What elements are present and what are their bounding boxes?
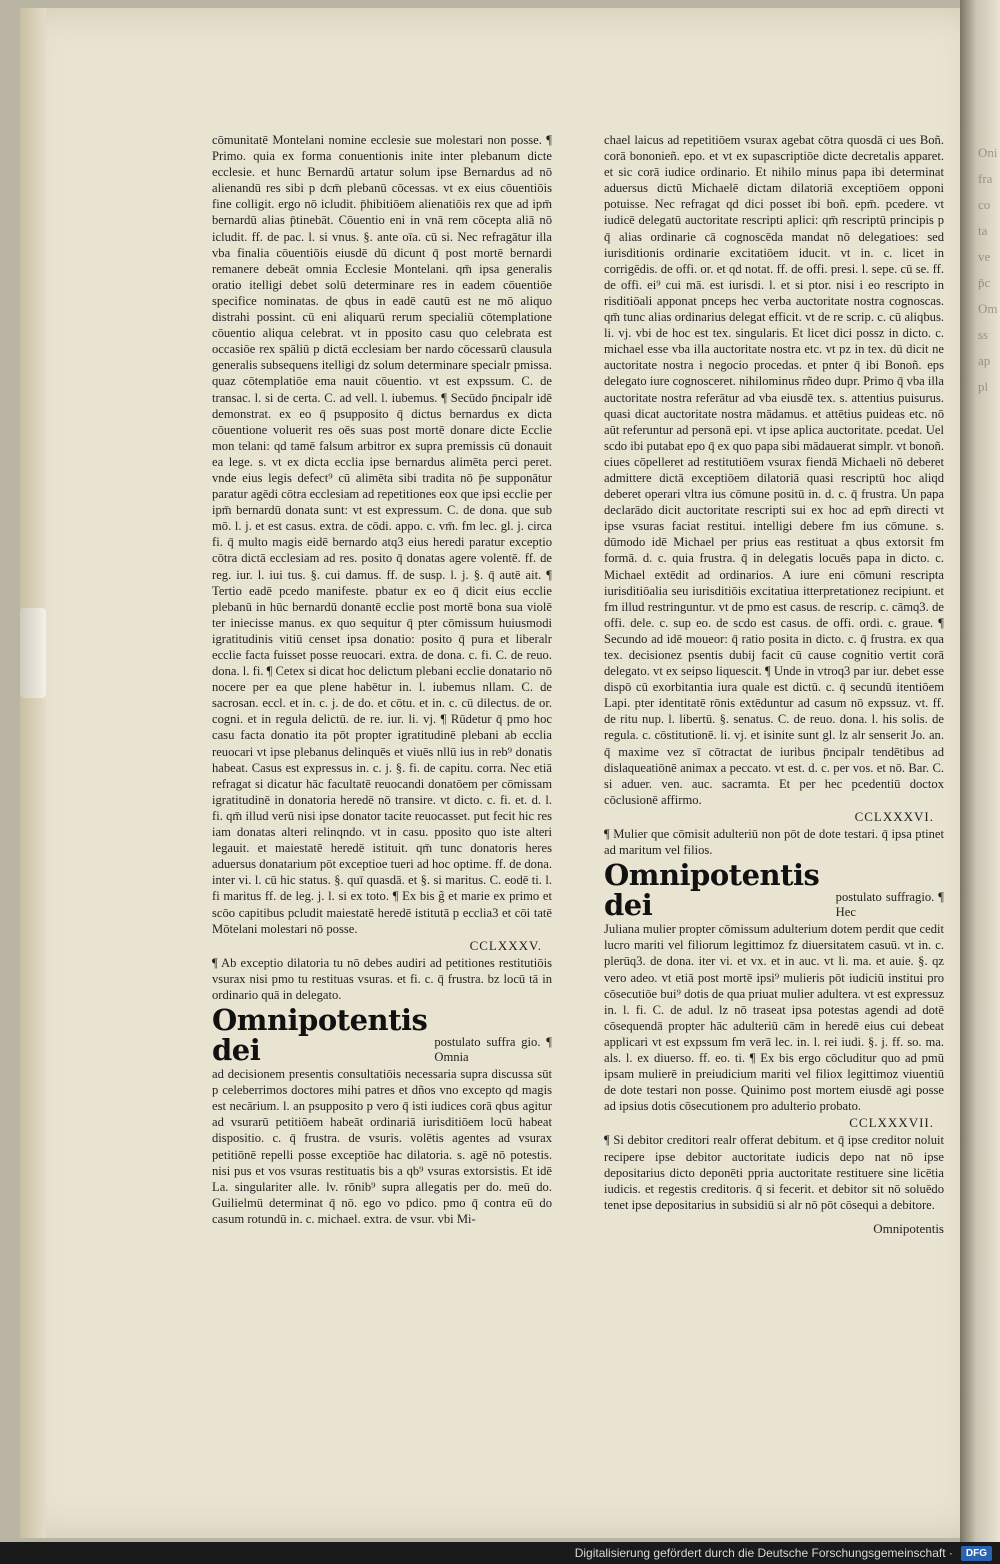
bookmark-strip	[20, 608, 46, 698]
heading-big-text: Omnipotentis dei	[604, 858, 820, 923]
left-column	[212, 132, 552, 1227]
heading-omnipotentis-left	[212, 1003, 552, 1068]
heading-small-text: postulato suffragio. ¶ Hec	[835, 890, 944, 920]
left-intro-text: cōmunitatē Montelani nomine ecclesie sue molestari non posse. ¶ Primo. quia ex forma conuentionis inite inter plebanum dicte ecclesie. et hunc Bernardū artatur solum ipse Bernardus ad nō alienandū res sibi p dcm̄ plebanū cōcessas. vt ex eius cōuentiōis fine colligit. ergo nō icludit. p̄hibitiōem alienatiōis rex que ad ipm̄ bernardū alias p̄tinebāt. Cōuentio eni in vnā rem cōcepta aliā nō icludit. ff. de pac. l. si vnus. §. ante oīa. cū si. Nec refragātur illa vba finalia cōuentiōis eiusdē dū dicunt q̄ post mortē bernardi remanere debeāt omnia Ecclesie Montelani. qm̄ ipsa generalis oratio itelligi debet solū determinare res in eadem cōuentiōe specifice nominatas. de qbus in eadē cautū est ne mō aliquo distrahi possint. cū eni aliquarū rerum specialiū cōtemplatione cōuentio aliqua celebrat. vt in pposito casu quo celebrata est occasiōe rex spāliū p dictā ecclesiam ber nardo cōcessarū clausula generalis subsequens itelligi dz solum determinare specialr pmissa. quaz cōtemplatiōe ema nauit cōuentio. vt est expssum. C. de transac. l. si de certa. C. ad vell. l. iubemus. ¶ Secūdo p̄ncipalr idē demonstrat. ex eo q̄ psupposito q̄ dictus bernardus ex dicta cōuentione voluerit res oēs suas post mortē donare dicte Ecclie mon telani: qd tamē falsum arbitror ex supra premissis cū donauit ea lege. s. vt ex dicta ecclia ipse bernardus alimēta perci peret. vnde eius legis defect⁹ cū alimēta sibi tradita nō p̄e supponātur paratur agēdi cōtra ecclesiam ad repetitiones eox que ipsi ecclie per ipm̄ bernardū donata sunt: vt est expressum. C. de dona. que sub mō. l. j. et est casus. extra. de cōdi. appo. c. vm̄. fm lec. gl. j. circa fi. q̄ multo magis eidē bernardo atq3 eius heredi paratur exceptio cōtra dictā ecclesiam ad res. posito q̄ donatas agere volentē. ff. de reg. iur. l. iui tus. §. cui damus. ff. de susp. l. j. §. q̄ autē ait. ¶ Tertio eadē pcedo manifeste. pbatur ex eo q̄ dicit eius ecclie plebanū in hūc bernardū donantē ecclie post mortē bona sua violē ter iniecisse manus. ex quo sequitur q̄ pter cōmissum huiusmodi igratitudinis vitiū censet ipsa donatio: posito q̄ pura et liberalr ecclie facta fuisset posse reuocari. extra. de dona. c. fi. C. de reuo. dona. l. fi. ¶ Cetex si dicat hoc delictum plebani ecclie donatario nō nocere per ea que plene habētur in. l. iubemus nllam. C. de sacrosan. eccl. et in. c. j. de do. et cōtu. et in. c. cū dilectus. de or. cogni. et in regula delictū. de re. iur. li. vj. ¶ Rūdetur q̄ pmo hoc casu facta donatio ita pōt propter igratitudinē plebani ab ecclia reuocari vt ipse plebanus delinquēs et viuēs nllū ius in reb⁹ donatis habeat. Casus est expressus in. c. j. §. fi. de capitu. corra. Nec etiā refragat si dicatur hāc facultatē reuocandi donatōem per cōmissam igratitudinē in donatoria heredē nō transire. vt dicto. c. fi. et. d. l. fi. qm̄ illud verū nisi ipse donator tacite reuocasset. put fecit hic res iam donatas alteri relinqndo. vt in casu. pposito quo iste alteri legauit. et maiestatē heredē istituit. qm̄ tunc donatoris heres aduersus donatarium pōt exceptioe tueri ad hoc optime. ff. de dona. inter vi. l. cū hic status. §. quī quasdā. et §. si maritus. C. eodē ti. l. fi maritus ff. de leg. j. l. si ex toto. ¶ Ex bis g̃ et marie ex primo et scōo capitibus pcludit maiestatē heredē istitutā p ecclia3 et cōi tatē Mōtelani molestari nō posse.	[212, 133, 552, 936]
dfg-logo-icon: DFG	[961, 1546, 992, 1561]
facing-page-text: Oni fra co ta ve p̄c Om ss ap pl	[978, 145, 998, 394]
footer-credit: Digitalisierung gefördert durch die Deutsche Forschungsgemeinschaft ·	[574, 1546, 953, 1560]
catchword: Omnipotentis	[873, 1220, 944, 1236]
left-body-text: ad decisionem presentis consultatiōis necessaria supra discussa sūt p celeberrimos doctores mihi patres et dños vno excepto qd magis est necārium. l. an psupposito p vero q̄ isti iudices corā qbus agitur ad vsurarū petitiōem habeāt ordinariā iurisditiōem locū habeat dispositio. c. q̄ frustra. de vsuris. volētis agentes ad vsurax petitiōnē repelli posse exceptiōe hac dilatoria. s. agē nō potestis. nisi pus et vos vsuras restituatis bis a qb⁹ vsuras extorsistis. Et idē La. singulariter alle. lv. rōnib⁹ supra allegatis per do. meū do. Guilielmū determinat q̄ nō. ego vo pdico. pmo q̄ contra eū do casum rotundū in. c. michael. extra. de vsur. vbi Mi-	[212, 1067, 552, 1226]
page-edges	[20, 8, 46, 1538]
book-page	[20, 8, 980, 1538]
heading-omnipotentis-right	[604, 858, 944, 923]
right-column	[604, 132, 944, 1237]
footer-bar	[0, 1542, 1000, 1564]
consilium-number-285: CCLXXXV.	[469, 937, 542, 953]
consilium-number-287: CCLXXXVII.	[849, 1115, 934, 1131]
right-body-text-1: chael laicus ad repetitiōem vsurax agebat cōtra quosdā ci ues Boñ. corā bononieñ. epo. et vt ex supascriptiōe dicte decretalis apparet. et sic corā iudice ordinario. Et nihilo minus papa ibi determinat aduersus dictū Michaelē dictam dilatoriā exceptiōem opponi potuisse. Nec refragat qd dici posset ibi boñ. epm̄. pcedere. vt iudicē delegatū auctoritate rescripti aplici: qm̄ rescriptū principis p q̄ alias ordinarie cā cognoscēda mandat nō delegatioes: sed iurisditionis ordinarie excitatiōem iducit. vt in. c. licet in corrigēdis. de offi. or. et qd notat. ff. de offi. presi. l. sepe. cū se. ff. de offi. ei⁹ cui mā. est iurisdi. l. et si ptor. nisi i eo rescripto in risditiōali apponat pnceps hec verba auctoritate nostra cognoscas. qm̄ tunc alias ordinarius delegat efficit. vt de re scrip. c. cū aliqbus. li. vj. vbi de hoc est tex. singularis. Et licet dici possz in dicto. c. michael esse vba illa auctoritate nostra etc. vt pz in tex. dū dicit ne auctoritate nostra i negocio procedas. et pnter q̄ ibi Bonoñ. eps delegato iure cognosceret. nihilominus rñdeo dupr. Primo q̄ vba illa auctoritate nostra referātur ad vba eiusdē tex. s. attentius puisurus. quasi dicat auctoritate nostra mādamus. et attētius puideas etc. nō aūt referuntur ad personā epi. vt ipse aplica auctoritate. pcedat. Uel scdo ibi putabat epo q̄ ex quo papa sibi mādauerat simplr. vt bonoñ. ciues cōpelleret ad restitutiōem vsurax fiendā Michaeli nō deberet admittere dictā exceptiōem dilatoriā quasi rescriptū hoc aliqd deberet operari vltra ius cōmune positū in. d. c. q̄ frustra. Un papa declarādo dicit auctoritate rescripti sui ex hoc ad epm̄ directi vt ipse vsuras faciat restitui. intelligi debere fm ius cōmune. s. dūmodo idē Michael per prius eas restituat a qbus extorsit fm formā. d. c. quia frustra. q̄ in delegatis locuēs papa in dicto. c. Michael extēdit ad ordinarios. A iure eni cōmuni rescripta iurisditiōalia seu iurisditiōis excitatiua itterpretationez recipiunt. et fm illud restringuntur. vt de pmo est casus. de rescrip. c. cāmq3. de offi. dele. c. sup eo. de scdo est casus. de offi. ordi. c. graue. ¶ Secundo ad idē moueor: q̄ ratio posita in dicto. c. q̄ frustra. ex qua tex. decisionez psentis dubij facit cū cause cognitio vertit corā delegato. vt ex seipso liquescit. ¶ Unde in vtroq3 par iur. debet esse dispō cū exorbitantia iura quale est dictū. c. q̄ secundū itentiōem Lapi. pter identitatē rōnis extēduntur ad casum nō expssuz. vt. ff. de ritu nup. l. libertū. §. senatus. C. de reuo. dona. l. his solis. de regula. c. cōstitutionē. li. vj. et isinite sunt gl. lz alr senserit Jo. an. q̄ maxime vez sī cōtractat de iuribus p̄ncipalr tendētibus ad dislaqueatiōnē animax a peccato. vt est. d. c. per vos. et nō. Bar. C. si aduer. ven. auc. sacramta. Et per hec pcedentiū doctox cōclusionē affirmo.	[604, 133, 944, 807]
consilium-number-286: CCLXXXVI.	[854, 808, 934, 824]
summary-285: ¶ Ab exceptio dilatoria tu nō debes audiri ad petitiones restitutiōis vsurax nisi pmo tu restituas vsuras. et fi. c. q̄ frustra. bz locū tā in ordinario quā in delegato.	[212, 955, 552, 1002]
summary-287: ¶ Si debitor creditori realr offerat debitum. et q̄ ipse creditor noluit recipere ipse debitor auctoritate iudicis depo nat nō ipse depositarius dicto deponēti ppria auctoritate restituere sine licētia iudicis. et regestis creditoris. q̄ si fecerit. et debitor sit nō soluēdo tenet ipse depositarius in subsidiū si alr nō pōt cōsequi a debitore.	[604, 1133, 944, 1212]
right-body-text-2: Juliana mulier propter cōmissum adulterium dotem perdit que cedit lucro mariti vel filiorum legittimoz fz diuersitatem casuū. vt in. c. plerūq3. de dona. iter vi. et vx. et in auc. vt li. ma. et auie. §. qz vero adeo. vt etiā post mortē ipsi⁹ mulieris pōt iudiciū institui pro cōsecutiōe bui⁹ dotis de qua priuat mulier adultera. vt est expressuz in. l. fi. C. de adul. lz nō traseat ipsa potestas agendi ad dotē cōsequendā propter hāc adulteriū cām in heredē eius cui debeat applicari vt est expssum fm verā lec. in. l. rei iudi. §. j. ff. so. ma. als. l. ex diuerso. ff. eo. ti. ¶ Ex bis ergo cōcluditur quo ad pmū ipsam mulierē in preiudicium mariti vel filiox legittimoz viuentiū de dote testari non posse. Quinimo post mortem eiusdē agi posse ad ipsius dotis cōsecutionem pro adulterio probato.	[604, 922, 944, 1114]
summary-286: ¶ Mulier que cōmisit adulteriū non pōt de dote testari. q̄ ipsa ptinet ad maritum vel filios.	[604, 827, 944, 858]
heading-big-text: Omnipotentis dei	[212, 1003, 428, 1068]
heading-small-text: postulato suffra gio. ¶ Omnia	[434, 1035, 552, 1065]
